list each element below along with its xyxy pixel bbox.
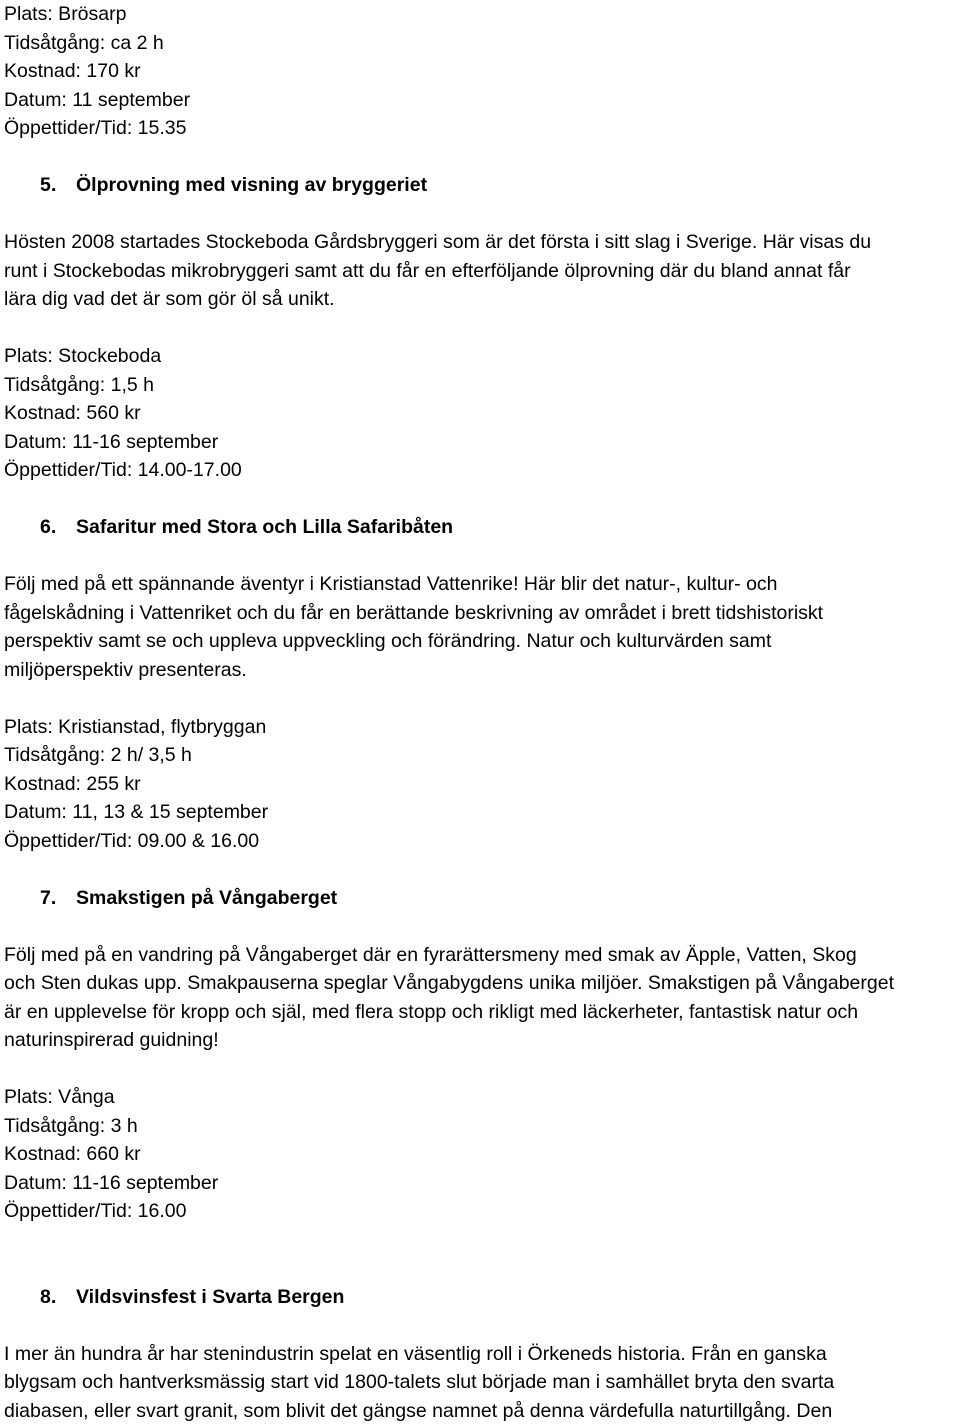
- detail-location: Plats: Stockeboda: [4, 342, 960, 371]
- detail-date: Datum: 11-16 september: [4, 1169, 960, 1198]
- detail-cost: Kostnad: 660 kr: [4, 1140, 960, 1169]
- section-number: 7.: [4, 884, 76, 913]
- section-details: [4, 1083, 960, 1226]
- description-line: är en upplevelse för kropp och själ, med flera stopp och rikligt med läckerheter, fantastisk natur och: [4, 998, 960, 1027]
- detail-location: Plats: Vånga: [4, 1083, 960, 1112]
- section-details: [4, 342, 960, 485]
- section-number: 5.: [4, 171, 76, 200]
- info-duration: Tidsåtgång: ca 2 h: [4, 29, 960, 58]
- detail-duration: Tidsåtgång: 1,5 h: [4, 371, 960, 400]
- description-line: Följ med på en vandring på Vångaberget där en fyrarättersmeny med smak av Äpple, Vatten, Skog: [4, 941, 960, 970]
- section-5: [4, 171, 960, 485]
- section-heading: [4, 1283, 960, 1312]
- detail-date: Datum: 11-16 september: [4, 428, 960, 457]
- description-line: diabasen, eller svart granit, som blivit det gängse namnet på denna värdefulla naturtillgång. Den: [4, 1397, 960, 1425]
- section-heading: [4, 884, 960, 913]
- section-title: Vildsvinsfest i Svarta Bergen: [76, 1286, 344, 1308]
- detail-date: Datum: 11, 13 & 15 september: [4, 798, 960, 827]
- detail-location: Plats: Kristianstad, flytbryggan: [4, 713, 960, 742]
- detail-hours: Öppettider/Tid: 14.00-17.00: [4, 456, 960, 485]
- description-line: Hösten 2008 startades Stockeboda Gårdsbryggeri som är det första i sitt slag i Sverige. Här visas du: [4, 228, 960, 257]
- info-date: Datum: 11 september: [4, 86, 960, 115]
- section-heading: [4, 171, 960, 200]
- description-line: lära dig vad det är som gör öl så unikt.: [4, 285, 960, 314]
- info-hours: Öppettider/Tid: 15.35: [4, 114, 960, 143]
- detail-hours: Öppettider/Tid: 09.00 & 16.00: [4, 827, 960, 856]
- top-info-block: [4, 0, 960, 143]
- section-title: Ölprovning med visning av bryggeriet: [76, 174, 427, 196]
- description-line: och Sten dukas upp. Smakpauserna speglar Vångabygdens unika miljöer. Smakstigen på Vångaberget: [4, 969, 960, 998]
- section-description: [4, 228, 960, 314]
- section-8: [4, 1283, 960, 1425]
- detail-cost: Kostnad: 255 kr: [4, 770, 960, 799]
- description-line: miljöperspektiv presenteras.: [4, 656, 960, 685]
- detail-cost: Kostnad: 560 kr: [4, 399, 960, 428]
- description-line: I mer än hundra år har stenindustrin spelat en väsentlig roll i Örkeneds historia. Från en ganska: [4, 1340, 960, 1369]
- description-line: Följ med på ett spännande äventyr i Kristianstad Vattenrike! Här blir det natur-, kultur- och: [4, 570, 960, 599]
- detail-hours: Öppettider/Tid: 16.00: [4, 1197, 960, 1226]
- section-6: [4, 513, 960, 855]
- info-location: Plats: Brösarp: [4, 0, 960, 29]
- section-description: [4, 570, 960, 684]
- section-heading: [4, 513, 960, 542]
- detail-duration: Tidsåtgång: 2 h/ 3,5 h: [4, 741, 960, 770]
- section-number: 6.: [4, 513, 76, 542]
- info-cost: Kostnad: 170 kr: [4, 57, 960, 86]
- section-details: [4, 713, 960, 856]
- section-number: 8.: [4, 1283, 76, 1312]
- description-line: blygsam och hantverksmässig start vid 1800-talets slut började man i samhället bryta den svarta: [4, 1368, 960, 1397]
- description-line: fågelskådning i Vattenriket och du får en berättande beskrivning av området i brett tidshistoriskt: [4, 599, 960, 628]
- detail-duration: Tidsåtgång: 3 h: [4, 1112, 960, 1141]
- description-line: perspektiv samt se och uppleva uppveckling och förändring. Natur och kulturvärden samt: [4, 627, 960, 656]
- section-title: Safaritur med Stora och Lilla Safaribåten: [76, 516, 453, 538]
- section-description: [4, 1340, 960, 1425]
- section-description: [4, 941, 960, 1055]
- section-7: [4, 884, 960, 1226]
- description-line: runt i Stockebodas mikrobryggeri samt att du får en efterföljande ölprovning där du bland annat får: [4, 257, 960, 286]
- description-line: naturinspirerad guidning!: [4, 1026, 960, 1055]
- section-title: Smakstigen på Vångaberget: [76, 887, 337, 909]
- document-page: [4, 0, 960, 1425]
